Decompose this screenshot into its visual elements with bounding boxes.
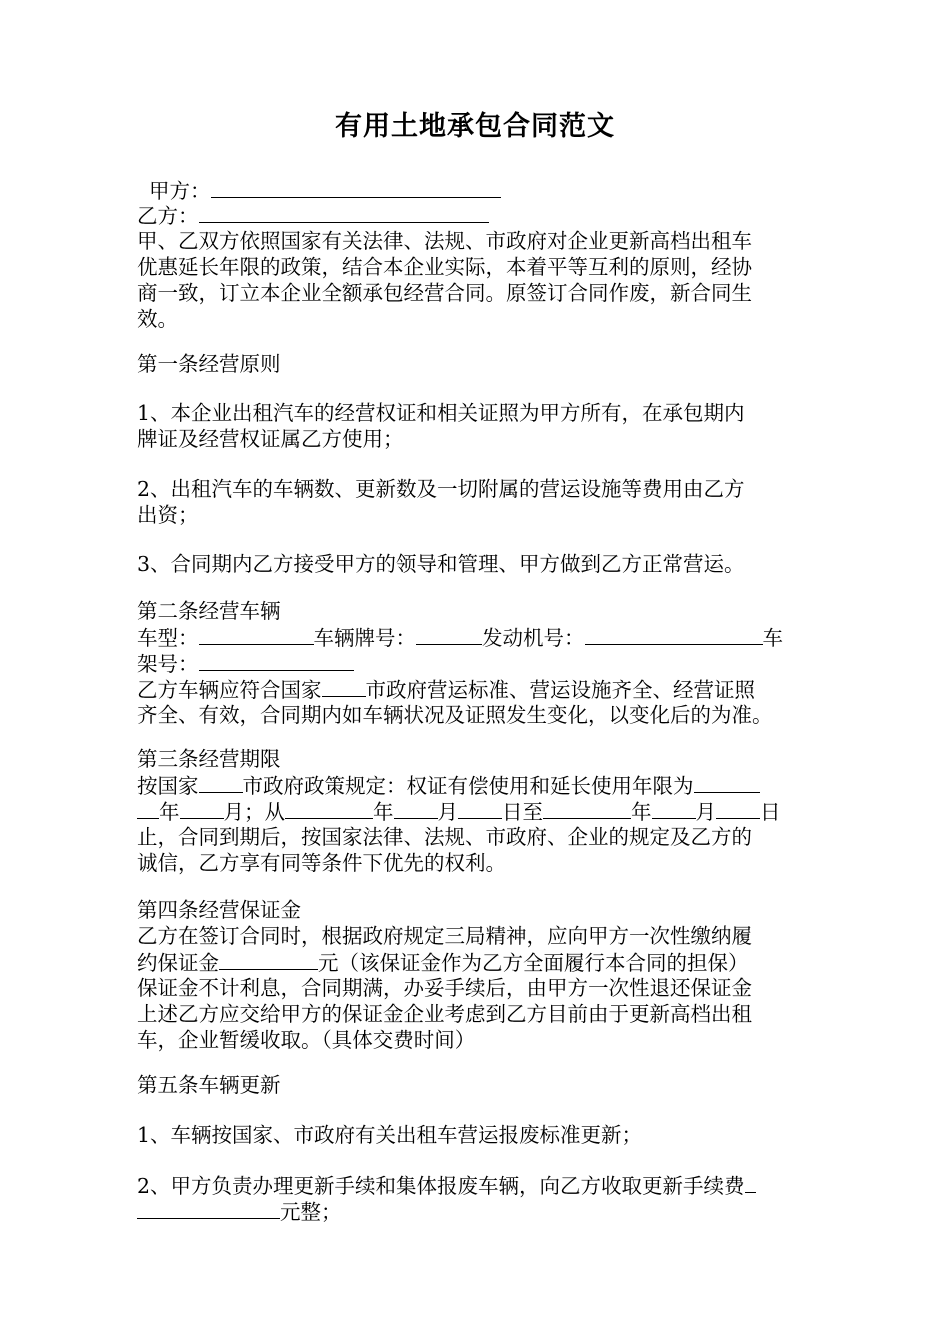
start-day-blank [458, 798, 502, 819]
year-label: 年 [373, 800, 394, 824]
month-label: 月；从 [223, 800, 285, 824]
requirement-text: 市政府营运标准、营运设施齐全、经营证照 [365, 678, 755, 702]
party-b-line [137, 202, 827, 229]
article-1-heading: 第一条经营原则 [137, 352, 281, 376]
article-1-clause-1: 1、本企业出租汽车的经营权证和相关证照为甲方所有，在承包期内 [137, 401, 745, 425]
frame-label-end: 架号： [137, 652, 199, 676]
state-blank [199, 772, 243, 793]
end-day-blank [716, 798, 760, 819]
article-1-clause-1: 牌证及经营权证属乙方使用； [137, 427, 404, 451]
day-label: 日至 [502, 800, 543, 824]
article-1-clause-2: 2、出租汽车的车辆数、更新数及一切附属的营运设施等费用由乙方 [137, 477, 745, 501]
article-1-clause-2: 出资； [137, 503, 199, 527]
year-label: 年 [631, 800, 652, 824]
model-blank [199, 624, 314, 645]
deposit-line [137, 949, 827, 976]
deposit-amount-blank [219, 949, 318, 970]
term-text: 市政府政策规定：权证有偿使用和延长使用年限为 [242, 774, 694, 798]
start-year-blank [285, 798, 373, 819]
end-month-blank [652, 798, 696, 819]
fee-blank [137, 1198, 280, 1219]
frame-blank [199, 650, 354, 671]
frame-line [137, 650, 827, 677]
renewal-text: 元整； [280, 1200, 342, 1224]
deposit-line: 乙方在签订合同时，根据政府规定三局精神，应向甲方一次性缴纳履 [137, 924, 752, 948]
deposit-line: 车，企业暂缓收取。（具体交费时间） [137, 1028, 476, 1052]
years-blank [694, 772, 760, 793]
article-3-heading: 第三条经营期限 [137, 747, 281, 771]
term-line-2 [137, 798, 827, 825]
article-5-clause-2 [137, 1198, 827, 1225]
document-title: 有用土地承包合同范文 [335, 111, 615, 142]
party-b-label: 乙方： [137, 204, 199, 228]
months-blank [180, 798, 224, 819]
intro-line: 甲、乙双方依照国家有关法律、法规、市政府对企业更新高档出租车 [137, 229, 752, 253]
years-blank [137, 798, 159, 819]
plate-blank [416, 624, 482, 645]
frame-label-start: 车 [762, 626, 783, 650]
article-5-clause-2 [137, 1172, 827, 1199]
article-5-heading: 第五条车辆更新 [137, 1073, 281, 1097]
deposit-line: 保证金不计利息，合同期满，办妥手续后，由甲方一次性退还保证金 [137, 976, 752, 1000]
term-text: 按国家 [137, 774, 199, 798]
deposit-text: 约保证金 [137, 951, 219, 975]
deposit-text: 元（该保证金作为乙方全面履行本合同的担保） [318, 951, 749, 975]
article-4-heading: 第四条经营保证金 [137, 898, 301, 922]
article-2-heading: 第二条经营车辆 [137, 599, 281, 623]
term-line-4: 诚信，乙方享有同等条件下优先的权利。 [137, 851, 506, 875]
fee-blank [745, 1172, 756, 1193]
engine-blank [585, 624, 763, 645]
party-a-blank [211, 177, 501, 198]
start-month-blank [394, 798, 438, 819]
state-blank [322, 676, 366, 697]
term-line-1 [137, 772, 827, 799]
model-label: 车型： [137, 626, 199, 650]
intro-line: 优惠延长年限的政策，结合本企业实际，本着平等互利的原则，经协 [137, 255, 752, 279]
requirement-text: 乙方车辆应符合国家 [137, 678, 322, 702]
month-label: 月 [695, 800, 716, 824]
article-5-clause-1: 1、车辆按国家、市政府有关出租车营运报废标准更新； [137, 1123, 643, 1147]
party-a-label: 甲方： [149, 179, 211, 203]
intro-line: 商一致，订立本企业全额承包经营合同。原签订合同作废，新合同生 [137, 281, 752, 305]
renewal-text: 2、甲方负责办理更新手续和集体报废车辆，向乙方收取更新手续费 [137, 1174, 745, 1198]
plate-label: 车辆牌号： [313, 626, 416, 650]
vehicle-info-line [137, 624, 827, 651]
end-year-blank [543, 798, 631, 819]
vehicle-requirement-line: 齐全、有效，合同期内如车辆状况及证照发生变化，以变化后的为准。 [137, 703, 773, 727]
day-label: 日 [760, 800, 781, 824]
year-label: 年 [159, 800, 180, 824]
party-a-line [149, 177, 839, 204]
term-line-3: 止，合同到期后，按国家法律、法规、市政府、企业的规定及乙方的 [137, 825, 752, 849]
article-1-clause-3: 3、合同期内乙方接受甲方的领导和管理、甲方做到乙方正常营运。 [137, 552, 745, 576]
engine-label: 发动机号： [482, 626, 585, 650]
deposit-line: 上述乙方应交给甲方的保证金企业考虑到乙方目前由于更新高档出租 [137, 1002, 752, 1026]
party-b-blank [199, 202, 489, 223]
vehicle-requirement-line [137, 676, 827, 703]
intro-line: 效。 [137, 307, 178, 331]
month-label: 月 [437, 800, 458, 824]
